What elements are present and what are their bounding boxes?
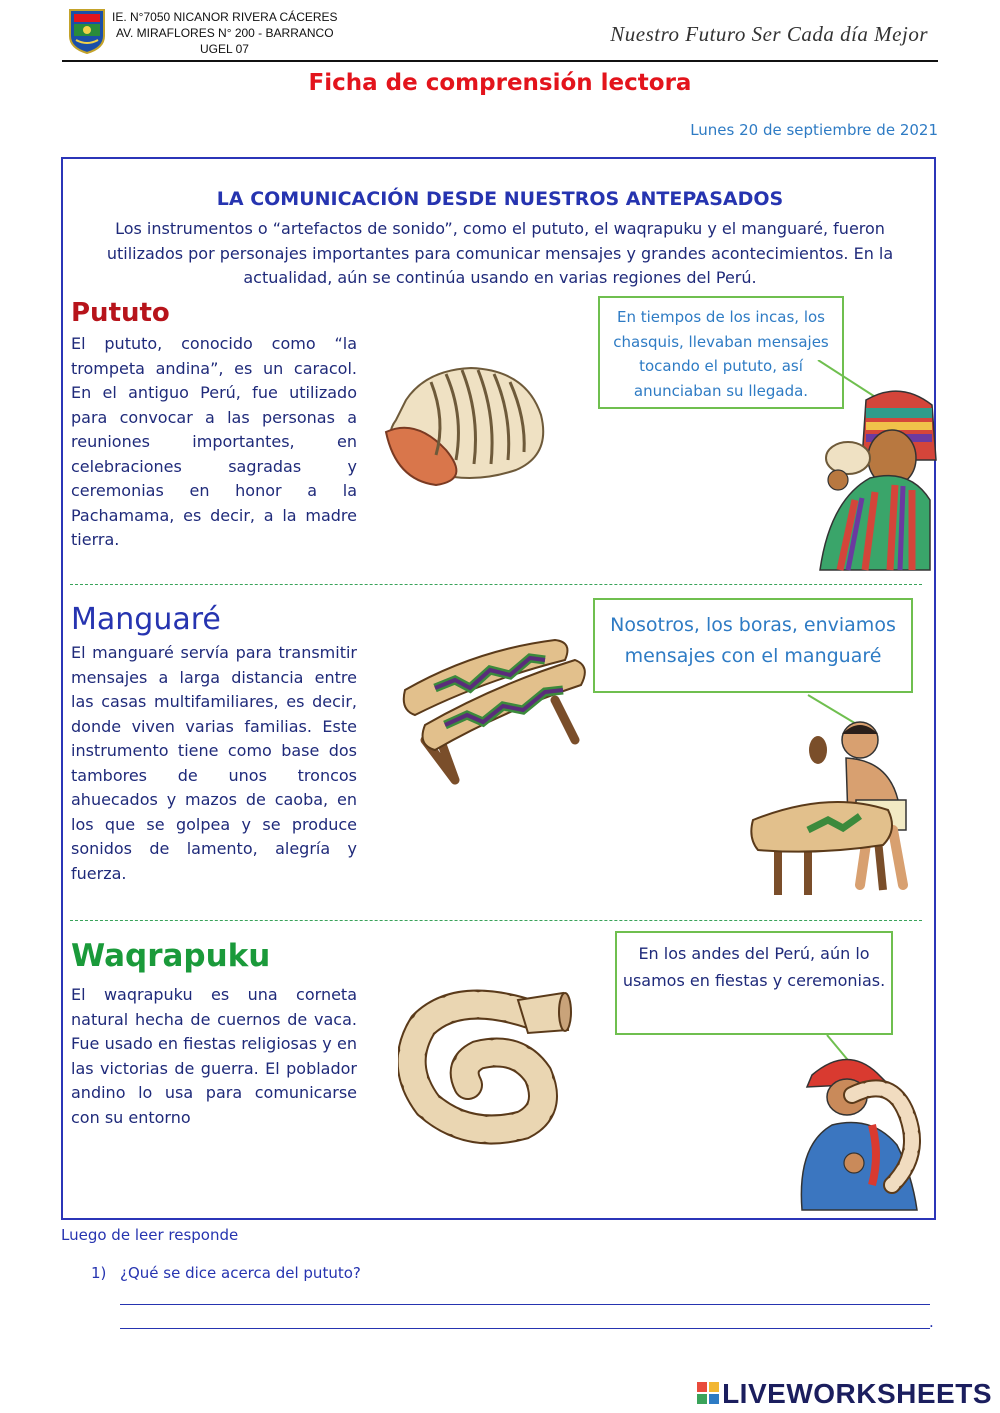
answer-line[interactable] [120,1328,930,1329]
header-divider [62,60,938,62]
brand-wordmark: LIVEWORKSHEETS [722,1378,992,1409]
section-text-pututo: El pututo, conocido como “la trompeta andina”, es un caracol. En el antiguo Perú, fue utilizado para convocar a las personas a reuniones importantes, en celebraciones sagradas y ceremonias en honor a la Pachamama, es decir, a la madre tierra. [71,334,357,549]
speech-bubble-pututo: En tiempos de los incas, los chasquis, llevaban mensajes tocando el pututo, así anunciaban su llegada. [598,296,844,409]
question-number: 1) [91,1264,107,1282]
section-divider [70,920,922,921]
school-name: IE. N°7050 NICANOR RIVERA CÁCERES [112,10,338,24]
waqrapuku-horn-illustration [398,985,573,1145]
school-ugel: UGEL 07 [200,42,249,56]
section-text-manguare: El manguaré servía para transmitir mensajes a larga distancia entre las casas multifamiliares, es decir, donde viven varias familias. Este instrumento tiene como base dos tambores de unos troncos ahuecados y mazos de caoba, en los que se golpea y se produce sonidos de lamento, alegría y fuerza. [71,643,357,883]
section-title-waqrapuku: Waqrapuku [71,938,271,974]
question-text: ¿Qué se dice acerca del pututo? [120,1264,361,1282]
section-text-waqrapuku: El waqrapuku es una corneta natural hecha de cuernos de vaca. Fue usado en fiestas religiosas y en las victorias de guerra. El poblador andino lo usa para comunicarse con su entorno [71,985,357,1127]
speech-bubble-waqrapuku: En los andes del Perú, aún lo usamos en fiestas y ceremonias. [615,931,893,1035]
section-divider [70,584,922,585]
school-motto: Nuestro Futuro Ser Cada día Mejor [610,22,928,46]
school-address: AV. MIRAFLORES N° 200 - BARRANCO [116,26,334,40]
reading-title: LA COMUNICACIÓN DESDE NUESTROS ANTEPASADOS [216,188,784,210]
liveworksheets-logo-icon [697,1382,719,1404]
instruction-text: Luego de leer responde [61,1226,239,1244]
speech-bubble-manguare: Nosotros, los boras, enviamos mensajes con el manguaré [593,598,913,693]
school-crest-icon [68,8,106,54]
answer-line[interactable] [120,1304,930,1305]
date-text: Lunes 20 de septiembre de 2021 [690,121,938,139]
chasqui-playing-pututo-illustration [800,360,940,575]
section-title-manguare: Manguaré [71,602,221,637]
page-title: Ficha de comprensión lectora [308,70,692,96]
conch-shell-illustration [376,360,551,490]
manguare-drums-illustration [395,630,595,785]
answer-line-end-mark: . [929,1313,934,1331]
section-title-pututo: Pututo [71,298,170,328]
andean-man-playing-waqrapuku-illustration [792,1035,932,1215]
bora-child-playing-manguare-illustration [748,690,933,900]
reading-intro: Los instrumentos o “artefactos de sonido”, como el pututo, el waqrapuku y el manguaré, fueron utilizados por personajes importantes para comunicar mensajes y grandes acontecimientos. En la actualidad, aún se continúa usando en varias regiones del Perú. [106,219,894,287]
